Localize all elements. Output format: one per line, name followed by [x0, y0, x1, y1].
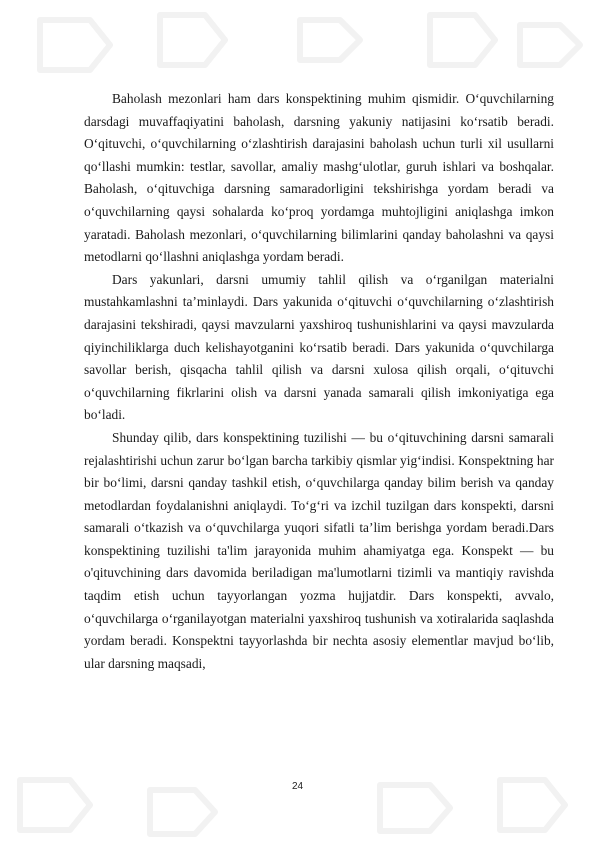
paragraph-lesson-results: Dars yakunlari, darsni umumiy tahlil qilish va o‘rganilgan materialni mustahkamlashni ta’minlaydi. Dars yakunida o‘qituvchi o‘quvchilarning o‘zlashtirish darajasini tekshiradi, qaysi mavzularni yaxshiroq tushunishlarini va qaysi mavzularda qiyinchiliklarga duch kelishayotganini ko‘rsatib beradi. Dars yakunida o‘quvchilarga savollar berish, qisqacha tahlil qilish va darsni xulosa qilish orqali, o‘qituvchi o‘quvchilarning fikrlarini olish va darsni yanada samarali qilish imkoniyatiga ega bo‘ladi.: [84, 271, 554, 423]
page-number: 24: [291, 781, 304, 792]
body-text: [84, 88, 554, 675]
paragraph-assessment-criteria: Baholash mezonlari ham dars konspektining muhim qismidir. O‘quvchilarning darsdagi muvaffaqiyatini baholash, darsning yakuniy natijasini ko‘rsatib beradi. O‘qituvchi, o‘quvchilarning o‘zlashtirish darajasini baholash uchun turli xil usullarni qo‘llashi mumkin: testlar, savollar, amaliy mashg‘ulotlar, guruh ishlari va boshqalar. Baholash, o‘qituvchiga darsning samaradorligini tekshirishga yordam beradi va o‘quvchilarning qaysi sohalarda ko‘proq yordamga muhtojligini aniqlashga imkon yaratadi. Baholash mezonlari, o‘quvchilarning bilimlarini qanday baholashni va qaysi metodlarni qo‘llashni aniqlashga yordam beradi.: [84, 91, 554, 265]
paragraph-lesson-plan-structure: Shunday qilib, dars konspektining tuzilishi — bu o‘qituvchining darsni samarali rejalashtirishi uchun zarur bo‘lgan barcha tarkibiy qismlar yig‘indisi. Konspektning har bir bo‘limi, darsni qanday tashkil etish, o‘quvchilarga qanday bilim berish va qanday metodlardan foydalanishni aniqlaydi. To‘g‘ri va izchil tuzilgan dars konspekti, darsni samarali o‘tkazish va o‘quvchilarga yuqori sifatli ta’lim berishga yordam beradi.Dars konspektining tuzilishi ta'lim jarayonida muhim ahamiyatga ega. Konspekt — bu o'qituvchining dars davomida beriladigan ma'lumotlarni tizimli va mantiqiy ravishda taqdim etish uchun tayyorlangan yozma hujjatdir. Dars konspekti, avvalo, o‘quvchilarga o‘rganilayotgan materialni yaxshiroq tushunish va xotiralarida saqlashda yordam beradi. Konspektni tayyorlashda bir nechta asosiy elementlar mavjud bo‘lib, ular darsning maqsadi,: [84, 429, 554, 671]
